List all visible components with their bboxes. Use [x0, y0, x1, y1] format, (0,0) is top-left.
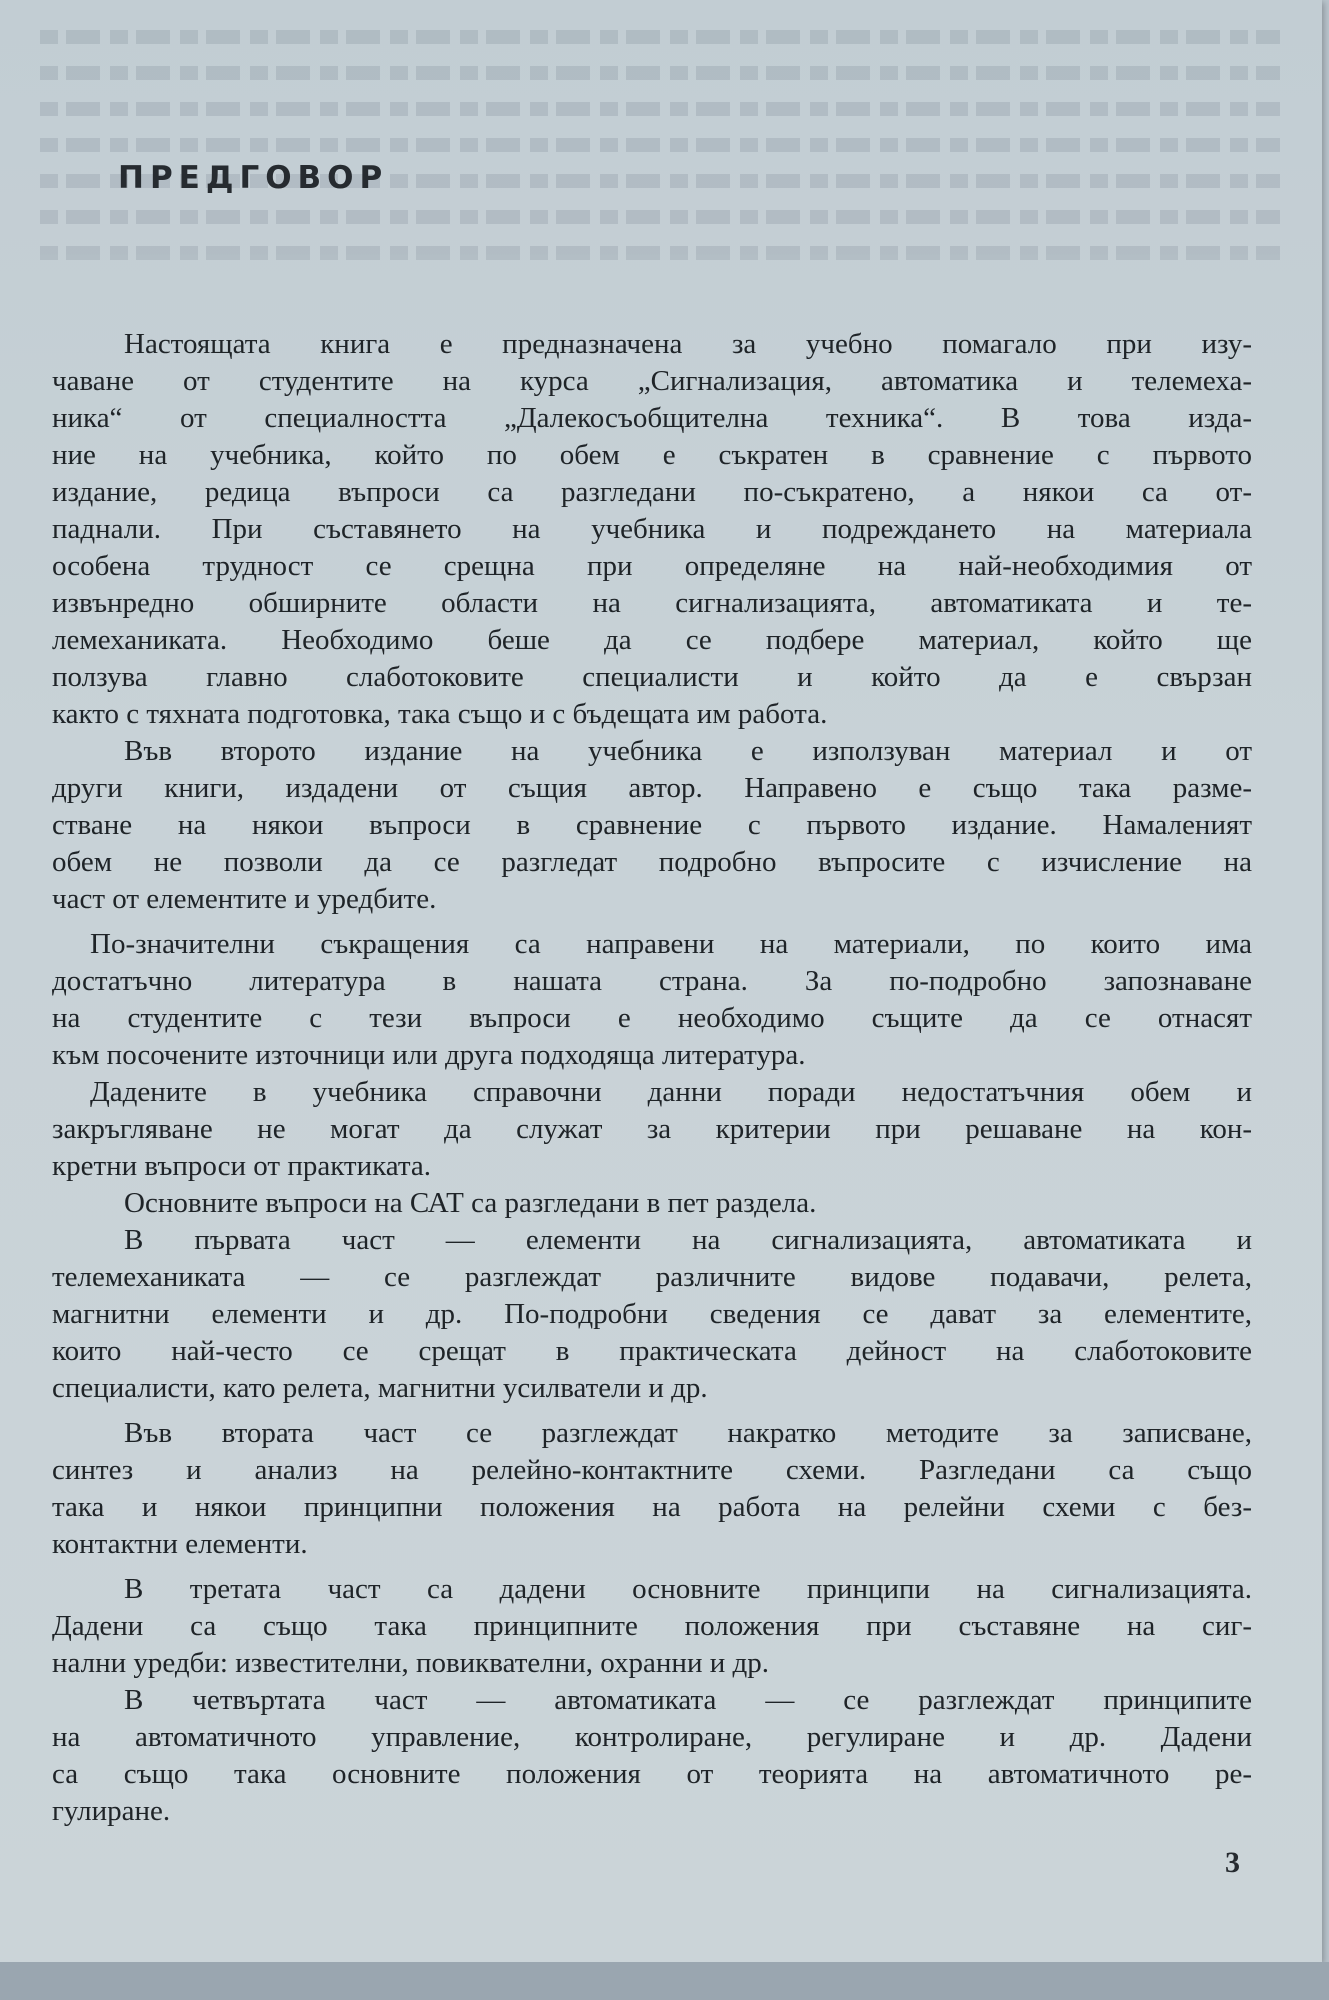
text-line: обем не позволи да се разгледат подробно въпросите с изчисление на	[52, 846, 1252, 878]
text-line: В третата част са дадени основните принципи на сигнализацията.	[124, 1573, 1252, 1605]
text-line: лемеханиката. Необходимо беше да се подбере материал, който ще	[52, 624, 1252, 656]
text-line: част от елементите и уредбите.	[52, 883, 437, 915]
text-line: както с тяхната подготовка, така също и с бъдещата им работа.	[52, 698, 828, 730]
text-line: гулиране.	[52, 1795, 171, 1827]
text-line: на автоматичното управление, контролиране, регулиране и др. Дадени	[52, 1721, 1252, 1753]
text-line: издание, редица въпроси са разгледани по-съкратено, а някои са от-	[52, 476, 1252, 508]
text-line: контактни елементи.	[52, 1528, 308, 1560]
text-line: достатъчно литература в нашата страна. За по-подробно запознаване	[52, 965, 1252, 997]
text-line: към посочените източници или друга подходяща литература.	[52, 1039, 806, 1071]
text-line: стване на някои въпроси в сравнение с първото издание. Намаленият	[52, 809, 1252, 841]
text-line: синтез и анализ на релейно-контактните схеми. Разгледани са също	[52, 1454, 1252, 1486]
page-number: 3	[1225, 1846, 1240, 1879]
text-line: паднали. При съставянето на учебника и подреждането на материала	[52, 513, 1252, 545]
text-line: ние на учебника, който по обем е съкратен в сравнение с първото	[52, 439, 1252, 471]
text-line: телемеханиката — се разглеждат различните видове подавачи, релета,	[52, 1261, 1252, 1293]
text-line: Дадените в учебника справочни данни поради недостатъчния обем и	[90, 1076, 1252, 1108]
text-line: чаване от студентите на курса „Сигнализация, автоматика и телемеха-	[52, 365, 1252, 397]
text-line: В първата част — елементи на сигнализацията, автоматиката и	[124, 1224, 1252, 1256]
text-line: закръгляване не могат да служат за критерии при решаване на кон-	[52, 1113, 1252, 1145]
text-line: магнитни елементи и др. По-подробни сведения се дават за елементите,	[52, 1298, 1252, 1330]
text-line: специалисти, като релета, магнитни усилватели и др.	[52, 1372, 708, 1404]
text-line: ползува главно слаботоковите специалисти и който да е свързан	[52, 661, 1252, 693]
text-line: особена трудност се срещна при определяне на най-необходимия от	[52, 550, 1252, 582]
text-line: които най-често се срещат в практическата дейност на слаботоковите	[52, 1335, 1252, 1367]
text-line: други книги, издадени от същия автор. Направено е също така разме-	[52, 772, 1252, 804]
text-line: Във втората част се разглеждат накратко методите за записване,	[124, 1417, 1252, 1449]
text-line: така и някои принципни положения на работа на релейни схеми с без-	[52, 1491, 1252, 1523]
text-line: Във второто издание на учебника е използуван материал и от	[124, 735, 1252, 767]
preface-text	[52, 326, 1252, 1830]
text-line: Настоящата книга е предназначена за учебно помагало при изу-	[124, 328, 1252, 360]
text-line: В четвъртата част — автоматиката — се разглеждат принципите	[124, 1684, 1252, 1716]
text-line: на студентите с тези въпроси е необходимо същите да се отнасят	[52, 1002, 1252, 1034]
page-heading: ПРЕДГОВОР	[118, 160, 389, 196]
text-line: извънредно обширните области на сигнализацията, автоматиката и те-	[52, 587, 1252, 619]
text-line: ника“ от специалността „Далекосъобщителна техника“. В това изда-	[52, 402, 1252, 434]
text-line: нални уредби: известителни, повиквателни, охранни и др.	[52, 1647, 769, 1679]
text-line: кретни въпроси от практиката.	[52, 1150, 432, 1182]
text-line: са също така основните положения от теорията на автоматичното ре-	[52, 1758, 1252, 1790]
page-edge-shadow	[0, 1962, 1329, 2000]
text-line: Основните въпроси на САТ са разгледани в пет раздела.	[124, 1187, 817, 1219]
text-line: По-значителни съкращения са направени на материали, по които има	[90, 928, 1252, 960]
text-line: Дадени са също така принципните положения при съставяне на сиг-	[52, 1610, 1252, 1642]
